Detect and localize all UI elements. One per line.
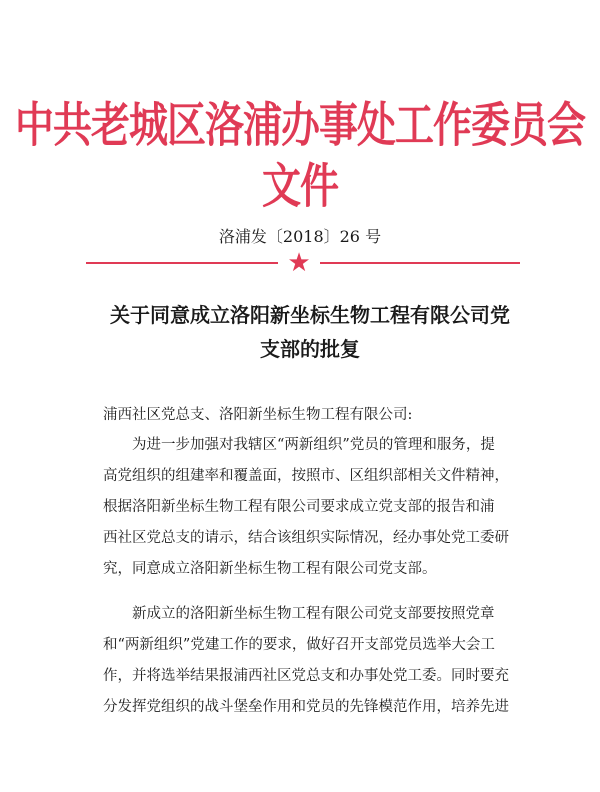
paragraph-line: 为进一步加强对我辖区“两新组织”党员的管理和服务，提 — [132, 437, 495, 453]
paragraph-line: 新成立的洛阳新坐标生物工程有限公司党支部要按照党章 — [132, 606, 495, 622]
title-line: 支部的批复 — [260, 337, 360, 361]
document-title — [95, 298, 525, 366]
red-divider-left — [86, 262, 278, 264]
paragraph-line: 根据洛阳新坐标生物工程有限公司要求成立党支部的报告和浦 — [103, 499, 495, 515]
paragraph-1 — [103, 430, 533, 585]
paragraph-line: 分发挥党组织的战斗堡垒作用和党员的先锋模范作用，培养先进 — [103, 699, 509, 715]
red-star-icon: ★ — [287, 248, 311, 278]
paragraph-line: 究，同意成立洛阳新坐标生物工程有限公司党支部。 — [103, 561, 437, 577]
red-divider-right — [320, 262, 520, 264]
title-line: 关于同意成立洛阳新坐标生物工程有限公司党 — [110, 303, 510, 327]
document-body — [103, 400, 533, 723]
paragraph-2 — [103, 599, 533, 723]
paragraph-line: 高党组织的组建率和覆盖面，按照市、区组织部相关文件精神， — [103, 468, 509, 484]
document-header-title: 中共老城区洛浦办事处工作委员会文件 — [14, 97, 585, 215]
paragraph-line: 西社区党总支的请示，结合该组织实际情况，经办事处党工委研 — [103, 530, 509, 546]
document-number: 洛浦发〔2018〕26 号 — [218, 227, 382, 246]
paragraph-line: 作，并将选举结果报浦西社区党总支和办事处党工委。同时要充 — [103, 668, 509, 684]
salutation: 浦西社区党总支、洛阳新坐标生物工程有限公司: — [103, 407, 413, 423]
paragraph-line: 和“两新组织”党建工作的要求，做好召开支部党员选举大会工 — [103, 637, 495, 653]
